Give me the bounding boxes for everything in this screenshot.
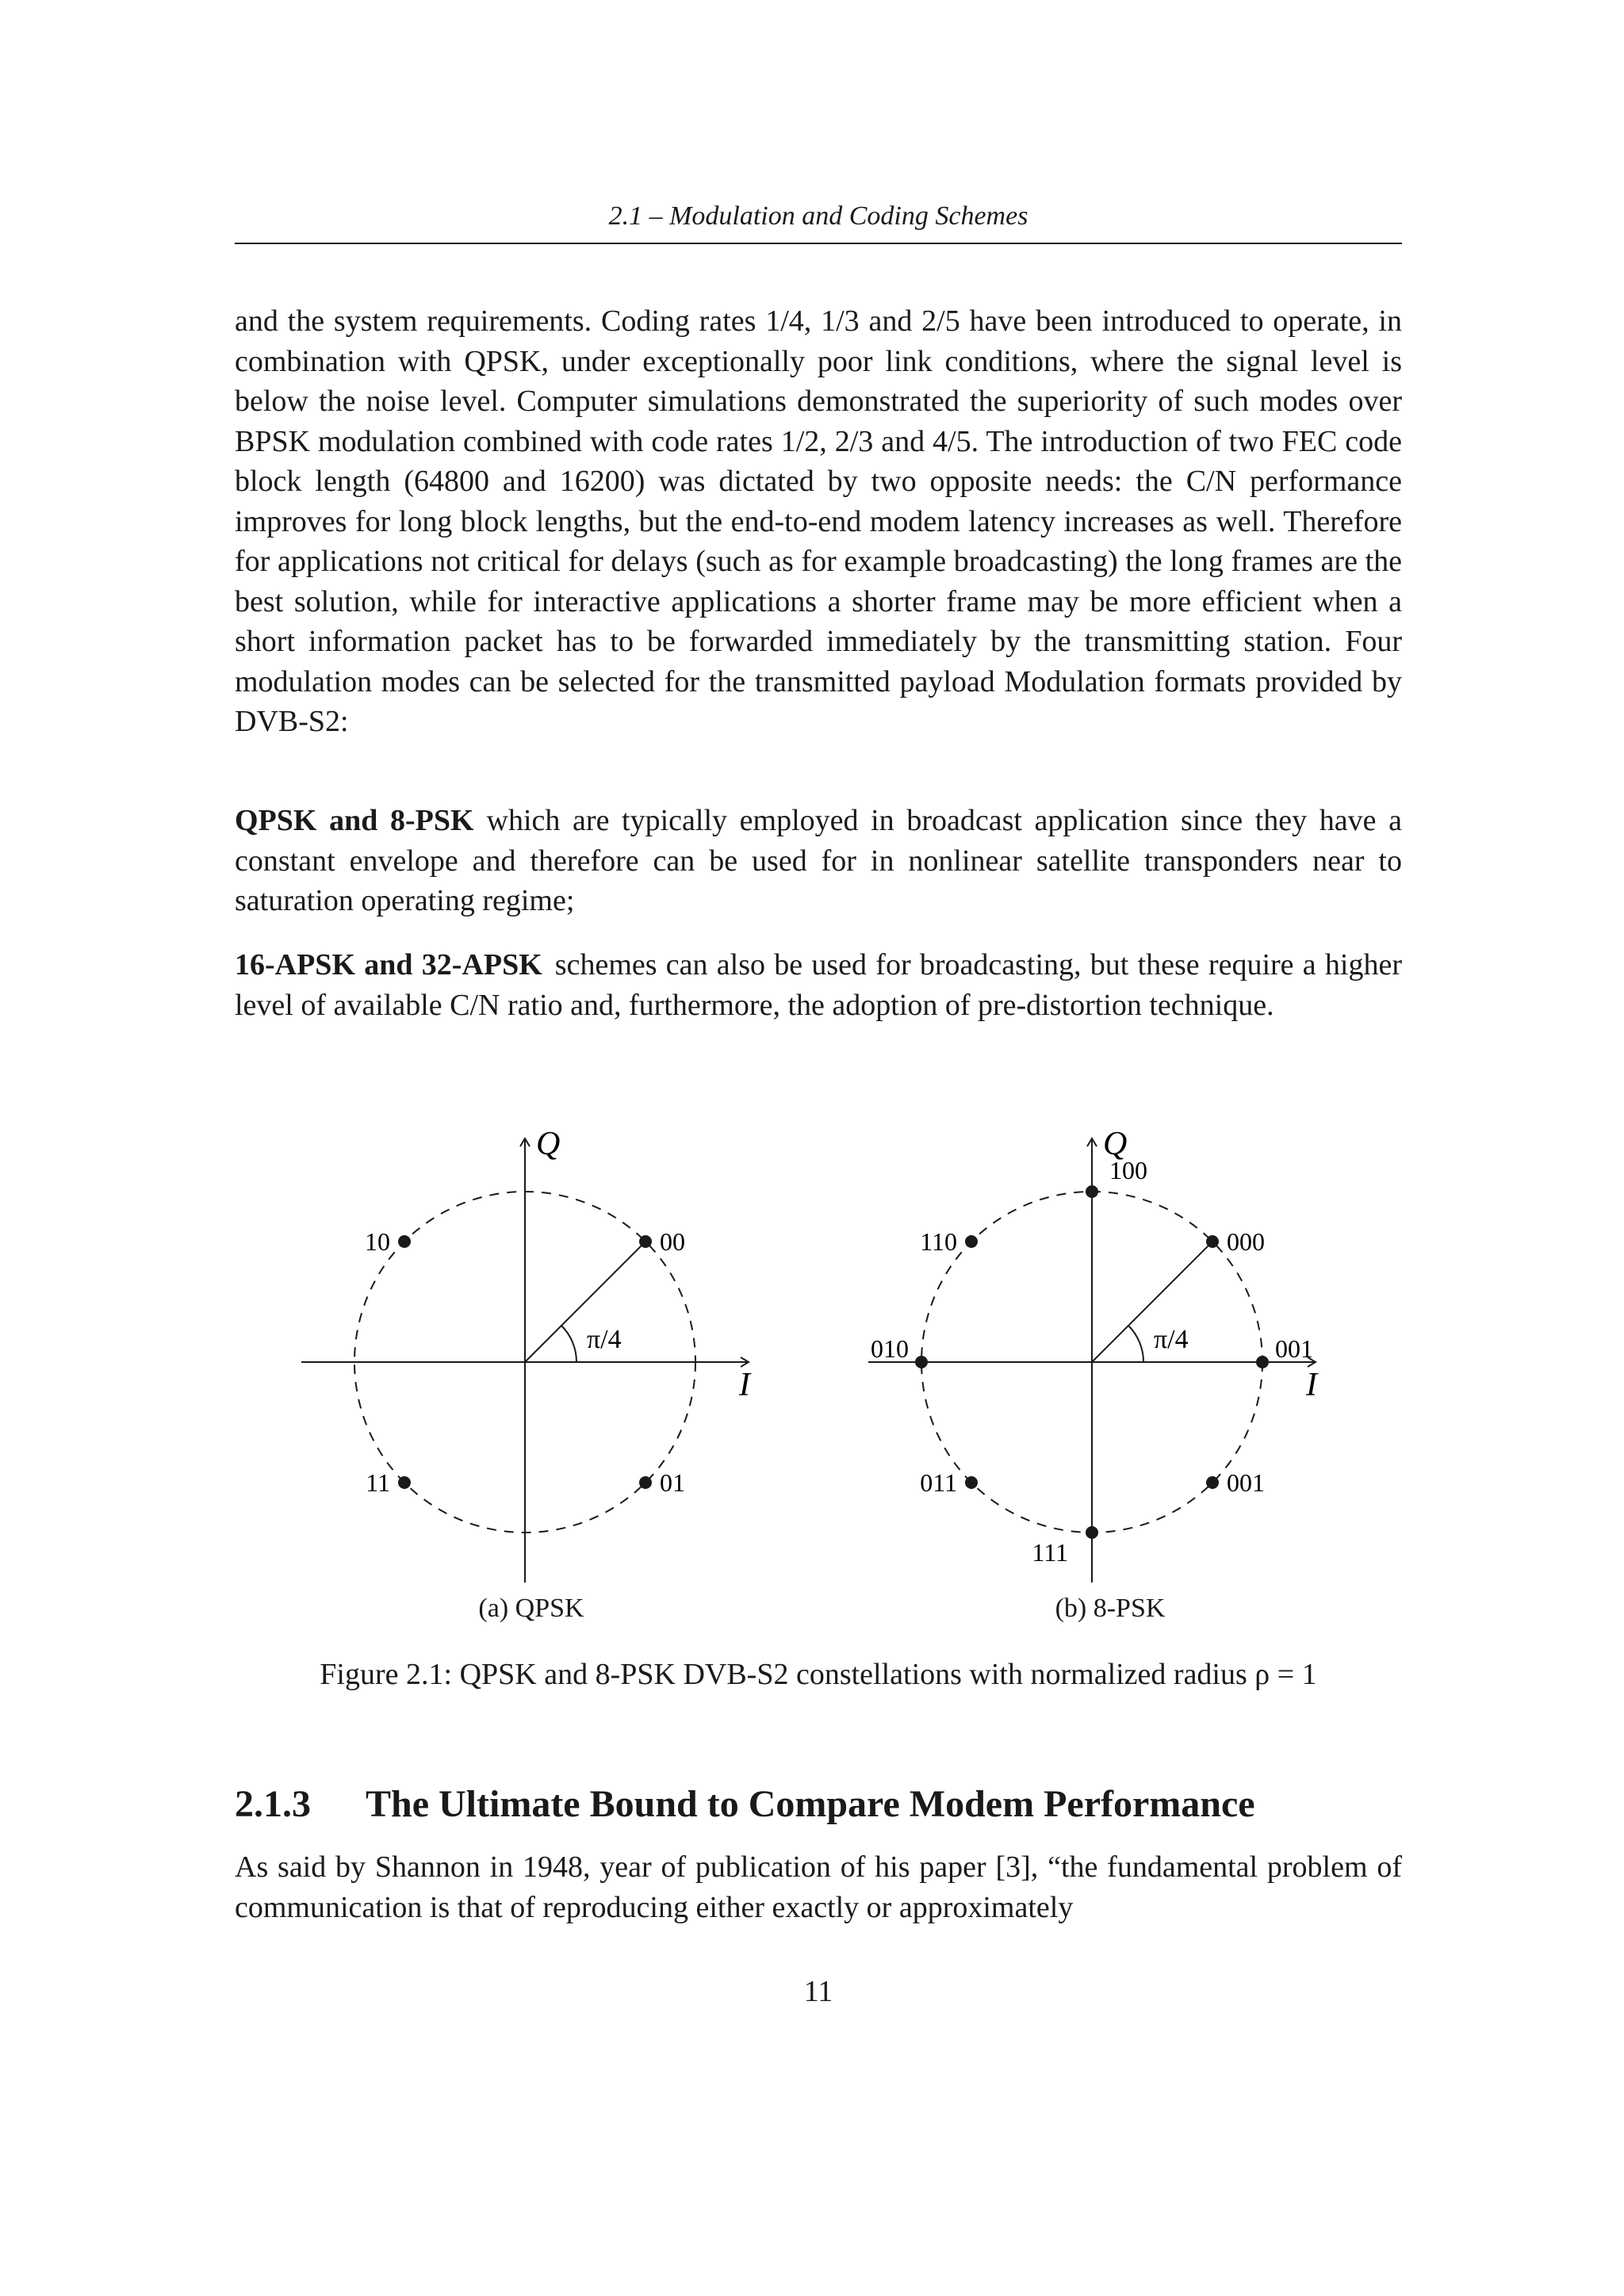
- description-item-qpsk: [235, 801, 1402, 921]
- constellation-point: [1256, 1356, 1269, 1368]
- description-term: 16-APSK and 32-APSK: [235, 948, 542, 982]
- constellation-point-label: 000: [1227, 1227, 1265, 1256]
- subfigure-caption-8psk: (b) 8-PSK: [1055, 1594, 1166, 1623]
- subfigure-caption-qpsk: (a) QPSK: [478, 1594, 584, 1623]
- constellation-point: [1206, 1235, 1219, 1248]
- constellation-point: [1206, 1476, 1219, 1489]
- q-axis-label: Q: [1103, 1126, 1128, 1162]
- constellation-point-label: 010: [871, 1334, 909, 1363]
- constellation-point: [965, 1476, 978, 1489]
- constellation-point-label: 001: [1227, 1468, 1265, 1497]
- constellation-point-label: 100: [1109, 1156, 1147, 1184]
- header-rule: [235, 243, 1402, 244]
- page-number: 11: [803, 1975, 833, 2008]
- description-text: schemes can also be used for broadcasting, but these require a higher level of available C/N ratio and, furthermore, the adoption of pre-distortion technique.: [235, 948, 1402, 1022]
- constellation-point: [639, 1235, 652, 1248]
- i-axis-label: I: [1306, 1367, 1317, 1403]
- constellation-point: [1086, 1185, 1098, 1198]
- constellation-point: [1086, 1526, 1098, 1539]
- angle-label: π/4: [1154, 1325, 1189, 1354]
- constellation-point-label: 10: [365, 1227, 390, 1256]
- description-item-apsk: [235, 945, 1402, 1025]
- constellation-point: [639, 1476, 652, 1489]
- constellation-point: [398, 1476, 411, 1489]
- section-number: 2.1.3: [235, 1783, 311, 1825]
- angle-arc: [561, 1326, 576, 1362]
- body-paragraph: and the system requirements. Coding rates 1/4, 1/3 and 2/5 have been introduced to operate, in combination with QPSK, under exceptionally poor link conditions, where the signal level is below the noise level. Computer simulations demonstrated the superiority of such modes over BPSK modulation combined with code rates 1/2, 2/3 and 4/5. The introduction of two FEC code block length (64800 and 16200) was dictated by two opposite needs: the C/N performance improves for long block lengths, but the end-to-end modem latency increases as well. Therefore for applications not critical for delays (such as for example broadcasting) the long frames are the best solution, while for interactive applications a shorter frame may be more efficient when a short information packet has to be forwarded immediately by the transmitting station. Four modulation modes can be selected for the transmitted payload Modulation formats provided by DVB-S2:: [235, 304, 1402, 738]
- constellation-point-label: 111: [1032, 1538, 1068, 1567]
- constellation-figure: [0, 1110, 1624, 1649]
- section-title: The Ultimate Bound to Compare Modem Performance: [366, 1783, 1255, 1825]
- constellation-point-label: 001: [1275, 1334, 1313, 1363]
- figure-caption: Figure 2.1: QPSK and 8-PSK DVB-S2 constellations with normalized radius ρ = 1: [320, 1658, 1317, 1691]
- i-axis-label: I: [739, 1367, 750, 1403]
- constellation-point: [965, 1235, 978, 1248]
- constellation-point: [915, 1356, 928, 1368]
- angle-arc: [1128, 1326, 1143, 1362]
- constellation-point-label: 00: [660, 1227, 685, 1256]
- description-text: which are typically employed in broadcast application since they have a constant envelope and therefore can be used for in nonlinear satellite transponders near to saturation operating regime;: [235, 804, 1402, 917]
- q-axis-label: Q: [536, 1126, 561, 1162]
- qpsk-constellation: [301, 1126, 752, 1582]
- constellation-point-label: 011: [920, 1468, 957, 1497]
- body-paragraph: As said by Shannon in 1948, year of publication of his paper [3], “the fundamental problem of communication is that of reproducing either exactly or approximately: [235, 1850, 1402, 1924]
- 8psk-constellation: [868, 1126, 1319, 1582]
- description-term: QPSK and 8-PSK: [235, 804, 474, 837]
- constellation-point: [398, 1235, 411, 1248]
- section-heading: [235, 1782, 1402, 1826]
- constellation-point-label: 11: [366, 1468, 390, 1497]
- radius-line: [1092, 1242, 1212, 1362]
- constellation-point-label: 110: [920, 1227, 957, 1256]
- constellation-point-label: 01: [660, 1468, 685, 1497]
- radius-line: [525, 1242, 645, 1362]
- running-header: 2.1 – Modulation and Coding Schemes: [608, 201, 1028, 231]
- angle-label: π/4: [587, 1325, 622, 1354]
